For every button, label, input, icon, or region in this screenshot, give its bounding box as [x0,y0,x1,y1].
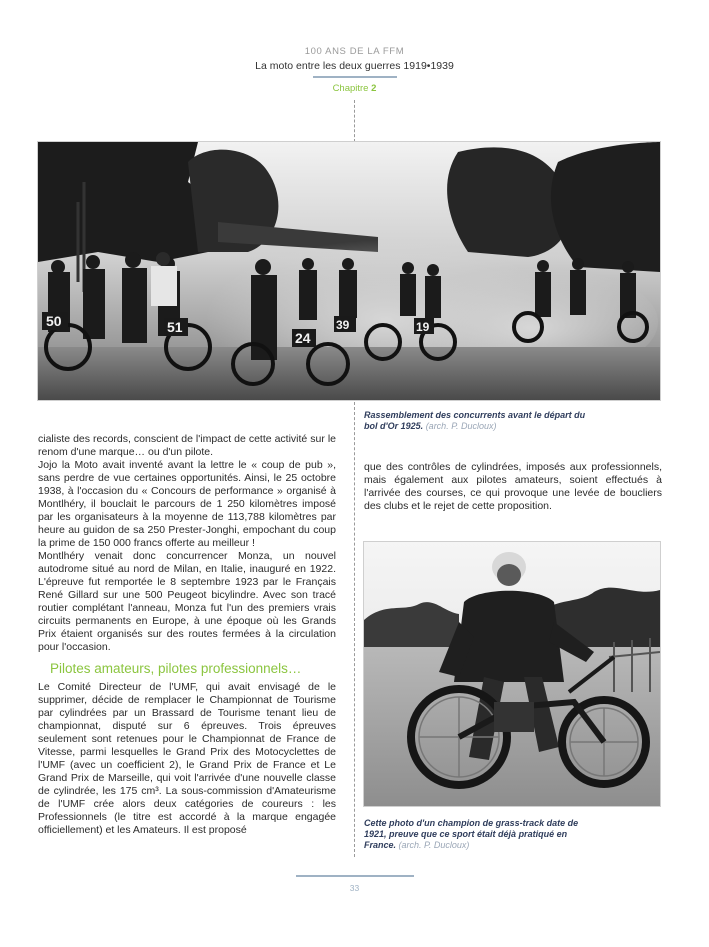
page-number: 33 [349,883,360,893]
right-column [364,461,662,513]
chapter-number: 2 [371,83,377,94]
caption-top-text: Rassemblement des concurrents avant le départ du bol d'Or 1925. [364,410,586,431]
section-title: Pilotes amateurs, pilotes professionnels… [50,661,302,676]
plate-39: 39 [336,318,350,332]
caption-bottom-credit: (arch. P. Ducloux) [398,840,470,850]
plate-19: 19 [416,320,430,334]
chapter-subtitle: La moto entre les deux guerres 1919•1939 [255,60,454,72]
plate-50: 50 [46,313,62,329]
paragraph-jojo: Jojo la Moto avait inventé avant la lettre le « coup de pub », sans perdre de vue certaines opportunités. Ainsi, le 25 octobre 1938, à l'occasion du « Concours de performance » organisé à Montlhéry, il bouclait le parcours de 1 250 kilomètres imposé par les organisateurs à la moyenne de 113,788 kilomètres par heure au guidon de sa 250 Prester-Jonghi, empochant du coup la prime de 150 000 francs offerte au meilleur ! [38,459,336,549]
chapter-label [0,83,709,94]
footer-rule [296,875,414,877]
series-title: 100 ANS DE LA FFM [304,46,405,57]
caption-bottom-text: Cette photo d'un champion de grass-track date de 1921, preuve que ce sport était déjà pratiqué en France. [364,818,579,850]
plate-24: 24 [295,330,311,346]
paragraph-controles: que des contrôles de cylindrées, imposés aux professionnels, mais également aux pilotes amateurs, soient effectués à l'arrivée des courses, ce qui provoque une levée de boucliers des clubs et le rejet de cette proposition. [364,461,662,512]
caption-top-credit: (arch. P. Ducloux) [425,421,497,431]
caption-top-photo [364,410,594,432]
column-divider [354,402,355,857]
paragraph-records: cialiste des records, conscient de l'impact de cette activité sur le renom d'une marque… ou d'un pilote. [38,433,336,458]
caption-bottom-photo [364,818,594,851]
grass-track-rider-photo [364,542,660,806]
chapter-word: Chapitre [332,83,372,94]
column-divider-top [354,100,355,142]
paragraph-monza: Montlhéry venait donc concurrencer Monza, un nouvel autodrome situé au nord de Milan, en Italie, inauguré en 1922. L'épreuve fut remportée le 8 septembre 1923 par le Français René Gillard sur une 500 Peugeot bicylindre. Avec son tracé routier complétant l'anneau, Monza fut l'un des premiers vrais circuits permanents en Europe, à une époque où les Grands Prix étaient organisés sur des routes fermées à la circulation pour l'occasion. [38,550,336,653]
plate-51: 51 [167,319,183,335]
race-crowd-photo [38,142,660,400]
photo-grass-track-1921 [364,542,660,806]
left-column [38,433,336,837]
paragraph-umf: Le Comité Directeur de l'UMF, qui avait envisagé de le supprimer, décide de remplacer le Championnat de Tourisme par cylindrées par un Brassard de Tourisme tenant lieu de championnat, disputé sur 6 épreuves. Trois épreuves seulement sont retenues pour le Championnat de France de Vitesse, parmi lesquelles le Grand Prix des Motocyclettes de l'UMF (avec un coefficient 2), le Grand Prix de France et Le Grand Prix de Marseille, qui voit l'arrivée d'une nouvelle classe de cylindrée, les 175 cm³. La sous-commission d'Amateurisme de l'UMF crée alors deux catégories de coureurs : les Professionnels (le titre est accordé à la marque engagée officiellement) et les Amateurs. Il est proposé [38,681,336,836]
photo-bol-dor-1925 [38,142,660,400]
header-rule [313,76,397,78]
